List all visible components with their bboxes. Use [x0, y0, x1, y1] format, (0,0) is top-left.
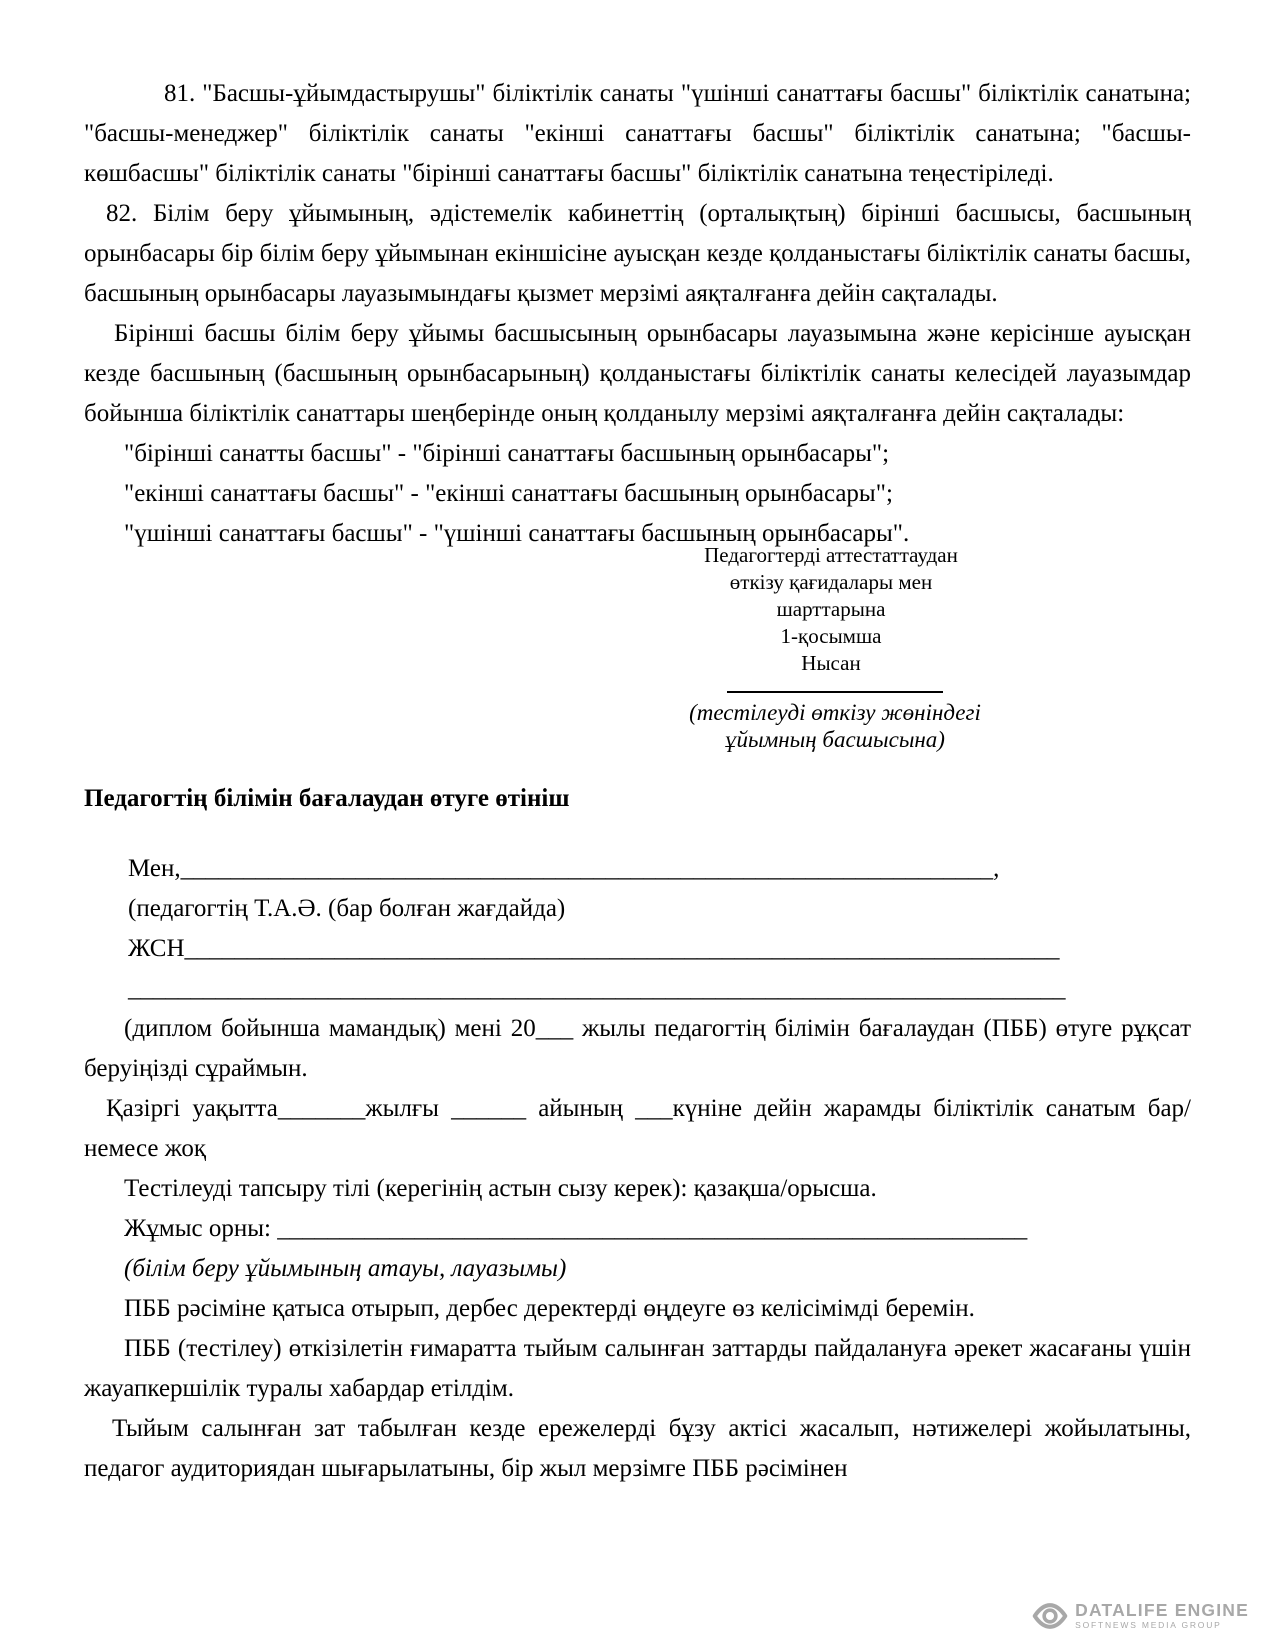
test-language-line: Тестілеуді тапсыру тілі (керегінің астын сызу керек): қазақша/орысша.: [124, 1175, 877, 1202]
annex-line: шарттарына: [776, 597, 886, 621]
paragraph-82: 82. Білім беру ұйымының, әдістемелік кабинеттің (орталықтың) бірінші басшысы, басшының орынбасары бір білім беру ұйымынан екіншісіне ауысқан кезде қолданыстағы біліктілік санаты басшы, басшының орынбасары лауазымындағы қызмет мерзімі аяқталғанға дейін сақталады.: [84, 200, 1191, 307]
specialty-blank: ___________________________________________________________________________: [128, 975, 1066, 1002]
annex-line: өткізу қағидалары мен: [729, 570, 933, 594]
annex-line: 1-қосымша: [780, 624, 882, 648]
addressee-note-line: ұйымның басшысына): [725, 727, 945, 752]
application-title: Педагогтің білімін бағалаудан өтуге өтініш: [84, 785, 570, 812]
annex-line: Нысан: [801, 651, 861, 675]
consent-line: ПББ рәсіміне қатыса отырып, дербес деректерді өңдеуге өз келісімімді беремін.: [124, 1295, 975, 1322]
current-category-paragraph: Қазіргі уақытта_______жылғы ______ айының ___күніне дейін жарамды біліктілік санатым бар/немесе жоқ: [84, 1095, 1191, 1162]
annex-line: Педагогтерді аттестаттаудан: [704, 543, 958, 567]
datalife-engine-logo: [1032, 1598, 1249, 1634]
datalife-engine-title: DATALIFE ENGINE: [1075, 1600, 1249, 1620]
application-form: [84, 849, 1191, 1489]
prohibited-items-paragraph: ПББ (тестілеу) өткізілетін ғимаратта тыйым салынған заттарды пайдалануға әрекет жасағаны үшін жауапкершілік туралы хабардар етілдім.: [84, 1335, 1191, 1402]
annex-reference: [651, 542, 1011, 677]
addressee-block: [655, 691, 1015, 753]
diploma-paragraph: (диплом бойынша мамандық) мені 20___ жылы педагогтің білімін бағалаудан (ПББ) өтуге рұқсат беруіңізді сұраймын.: [84, 1015, 1191, 1082]
datalife-engine-subtitle: SOFTNEWS MEDIA GROUP: [1075, 1620, 1222, 1630]
applicant-name-blank: Мен,_________________________________________________________________,: [128, 855, 1000, 882]
equivalence-item-3: "үшінші санаттағы басшы" - "үшінші санаттағы басшының орынбасары".: [124, 520, 910, 547]
datalife-eye-icon: [1032, 1598, 1068, 1634]
equivalence-item-2: "екінші санаттағы басшы" - "екінші санаттағы басшының орынбасары";: [124, 480, 893, 507]
addressee-note-line: (тестілеуді өткізу жөніндегі: [689, 700, 981, 725]
workplace-blank: Жұмыс орны: ____________________________________________________________: [124, 1215, 1028, 1242]
workplace-hint: (білім беру ұйымының атауы, лауазымы): [124, 1255, 567, 1282]
violation-paragraph: Тыйым салынған зат табылған кезде ережелерді бұзу актісі жасалып, нәтижелері жойылатыны, педагог аудиториядан шығарылатыны, бір жыл мерзімге ПББ рәсімінен: [84, 1415, 1191, 1482]
iin-blank: ЖСН______________________________________________________________________: [128, 935, 1060, 962]
paragraph-81: 81. "Басшы-ұйымдастырушы" біліктілік санаты "үшінші санаттағы басшы" біліктілік санатына; "басшы-менеджер" біліктілік санаты "екінші санаттағы басшы" біліктілік санатына; "басшы-көшбасшы" біліктілік санаты "бірінші санаттағы басшы" біліктілік санатына теңестіріледі.: [84, 80, 1191, 187]
signature-line: [727, 691, 943, 693]
paragraph-transfer: Бірінші басшы білім беру ұйымы басшысының орынбасары лауазымына және керісінше ауысқан кезде басшының (басшының орынбасарының) қолданыстағы біліктілік санаты келесідей лауазымдар бойынша біліктілік санаттары шеңберінде оның қолданылу мерзімі аяқталғанға дейін сақталады:: [84, 320, 1191, 427]
document-body: [84, 74, 1191, 1489]
datalife-engine-text: [1075, 1601, 1249, 1631]
fio-hint: (педагогтің Т.А.Ә. (бар болған жағдайда): [128, 895, 566, 922]
equivalence-item-1: "бірінші санатты басшы" - "бірінші санаттағы басшының орынбасары";: [124, 440, 890, 467]
